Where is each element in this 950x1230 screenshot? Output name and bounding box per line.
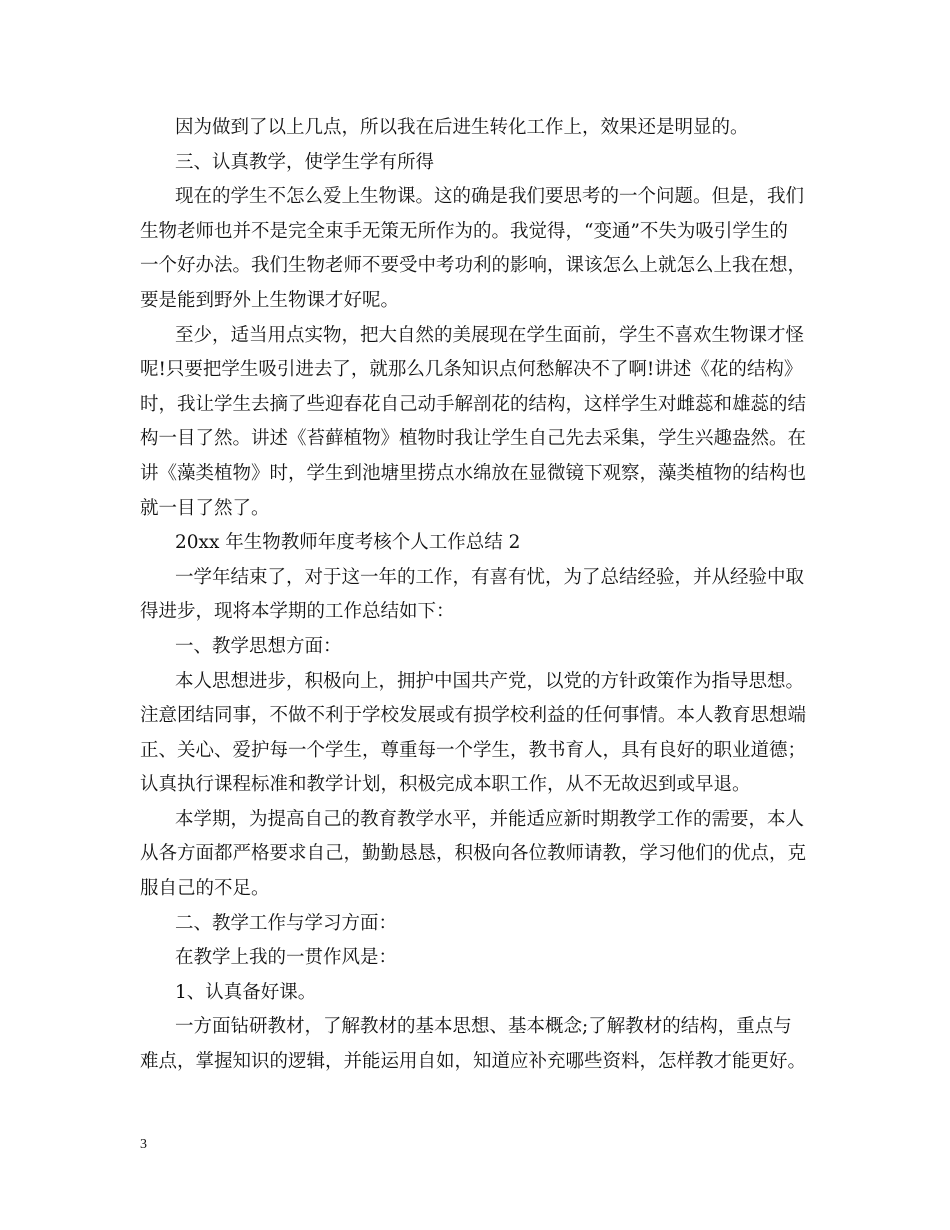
paragraph-line: 一个好办法。我们生物老师不要受中考功利的影响，课该怎么上就怎么上我在想， <box>140 255 807 277</box>
section-heading: 二、教学工作与学习方面： <box>175 912 398 934</box>
page-number: 3 <box>140 1137 147 1152</box>
document-subtitle: 20xx 年生物教师年度考核个人工作总结 2 <box>175 532 521 554</box>
document-body <box>140 111 812 1080</box>
paragraph-line: 注意团结同事，不做不利于学校发展或有损学校利益的任何事情。本人教育思想端 <box>140 705 807 727</box>
paragraph-line: 讲《藻类植物》时，学生到池塘里捞点水绵放在显微镜下观察，藻类植物的结构也 <box>140 462 807 484</box>
paragraph-line: 难点，掌握知识的逻辑，并能运用自如，知道应补充哪些资料，怎样教才能更好。 <box>140 1051 807 1073</box>
paragraph-line: 从各方面都严格要求自己，勤勤恳恳，积极向各位教师请教，学习他们的优点，克 <box>140 843 807 865</box>
paragraph-line: 时，我让学生去摘了些迎春花自己动手解剖花的结构，这样学生对雌蕊和雄蕊的结 <box>140 393 807 415</box>
paragraph-line: 认真执行课程标准和教学计划，积极完成本职工作，从不无故迟到或早退。 <box>140 774 751 796</box>
paragraph-line: 就一目了然了。 <box>140 497 270 519</box>
paragraph-line: 至少，适当用点实物，把大自然的美展现在学生面前，学生不喜欢生物课才怪 <box>175 324 805 346</box>
paragraph-line: 得进步，现将本学期的工作总结如下： <box>140 601 455 623</box>
paragraph-line: 本学期，为提高自己的教育教学水平，并能适应新时期教学工作的需要，本人 <box>175 808 805 830</box>
list-heading: 1、认真备好课。 <box>175 981 317 1003</box>
paragraph-line: 因为做到了以上几点，所以我在后进生转化工作上，效果还是明显的。 <box>175 117 749 138</box>
paragraph-line: 正、关心、爱护每一个学生，尊重每一个学生，教书育人，具有良好的职业道德； <box>140 739 807 761</box>
paragraph-line: 一学年结束了，对于这一年的工作，有喜有忧，为了总结经验，并从经验中取 <box>175 566 805 588</box>
paragraph-line: 构一目了然。讲述《苔藓植物》植物时我让学生自己先去采集，学生兴趣盎然。在 <box>140 428 807 450</box>
paragraph-line: 在教学上我的一贯作风是： <box>175 947 398 969</box>
section-heading: 一、教学思想方面： <box>175 635 342 657</box>
paragraph-line: 要是能到野外上生物课才好呢。 <box>140 289 400 311</box>
paragraph-line: 呢!只要把学生吸引进去了，就那么几条知识点何愁解决不了啊!讲述《花的结构》 <box>140 359 803 381</box>
paragraph-line: 一方面钻研教材，了解教材的基本思想、基本概念;了解教材的结构，重点与 <box>175 1016 792 1038</box>
paragraph-line: 生物老师也并不是完全束手无策无所作为的。我觉得，“变通”不失为吸引学生的 <box>140 220 788 242</box>
paragraph-line: 服自己的不足。 <box>140 878 270 900</box>
paragraph-line: 本人思想进步，积极向上，拥护中国共产党，以党的方针政策作为指导思想。 <box>175 670 805 692</box>
paragraph-line: 现在的学生不怎么爱上生物课。这的确是我们要思考的一个问题。但是，我们 <box>175 186 805 208</box>
section-heading: 三、认真教学，使学生学有所得 <box>175 151 435 173</box>
